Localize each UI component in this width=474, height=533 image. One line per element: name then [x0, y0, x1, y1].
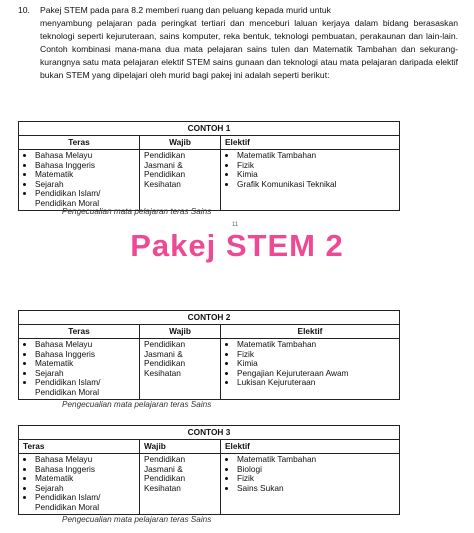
list-item: • Kimia: [237, 359, 395, 369]
list-item: • Matematik: [35, 359, 135, 369]
wajib-cell: Pendidikan Jasmani & Pendidikan Kesihatan: [140, 150, 221, 211]
table-title: CONTOH 3: [19, 426, 400, 440]
list-item: • Fizik: [237, 350, 395, 360]
list-item: • Matematik Tambahan: [237, 151, 395, 161]
header-teras: Teras: [19, 325, 140, 339]
table-title: CONTOH 1: [19, 122, 400, 136]
elektif-cell: [221, 150, 400, 211]
list-item: • Sains Sukan: [237, 484, 395, 494]
list-item: • Biologi: [237, 465, 395, 475]
list-item: • Grafik Komunikasi Teknikal: [237, 180, 395, 190]
header-wajib: Wajib: [140, 136, 221, 150]
list-item: • Kimia: [237, 170, 395, 180]
paragraph-body: menyambung pelajaran pada peringkat tertiari dan menceburi laluan kerjaya dalam bidang berasaskan teknologi seperti kejuruteraan, sains komputer, reka bentuk, teknologi pembuatan, perakaunan dan lain-lain. Contoh kombinasi mana-mana dua mata pelajaran sains tulen dan Matematik Tambahan dan sekurang-kurangnya satu mata pelajaran elektif STEM sains gunaan dan teknologi atau mata pelajaran daripada elektif bukan STEM yang dipelajari oleh murid bagi pakej ini adalah seperti berikut:: [40, 18, 458, 80]
elektif-cell: [221, 339, 400, 400]
list-item: • Pendidikan Islam/ Pendidikan Moral: [35, 493, 135, 512]
list-item: • Bahasa Melayu: [35, 340, 135, 350]
wajib-cell: Pendidikan Jasmani & Pendidikan Kesihatan: [140, 339, 221, 400]
list-item: • Matematik: [35, 474, 135, 484]
table-row: [19, 150, 400, 211]
intro-paragraph: [18, 4, 458, 82]
table-note: Pengecualian mata pelajaran teras Sains: [62, 400, 212, 409]
list-item: • Pengajian Kejuruteraan Awam: [237, 369, 395, 379]
list-item: • Matematik: [35, 170, 135, 180]
list-item: • Pendidikan Islam/ Pendidikan Moral: [35, 189, 135, 208]
contoh-1-table: [18, 121, 400, 211]
list-item: • Bahasa Melayu: [35, 151, 135, 161]
pakej-banner: Pakej STEM 2: [130, 228, 344, 263]
page-mark: 11: [232, 222, 239, 228]
header-elektif: Elektif: [221, 136, 400, 150]
list-item: • Bahasa Inggeris: [35, 161, 135, 171]
list-item: • Sejarah: [35, 180, 135, 190]
header-elektif: Elektif: [221, 325, 400, 339]
list-item: • Pendidikan Islam/ Pendidikan Moral: [35, 378, 135, 397]
table-row: [19, 454, 400, 515]
teras-cell: [19, 454, 140, 515]
paragraph-first-line: Pakej STEM pada para 8.2 memberi ruang dan peluang kepada murid untuk: [40, 5, 331, 15]
teras-cell: [19, 339, 140, 400]
table-note: Pengecualian mata pelajaran teras Sains: [62, 207, 212, 216]
wajib-cell: Pendidikan Jasmani & Pendidikan Kesihatan: [140, 454, 221, 515]
list-item: • Sejarah: [35, 369, 135, 379]
teras-cell: [19, 150, 140, 211]
table-note: Pengecualian mata pelajaran teras Sains: [62, 515, 212, 524]
header-teras: Teras: [19, 136, 140, 150]
list-item: • Bahasa Inggeris: [35, 350, 135, 360]
list-item: • Bahasa Melayu: [35, 455, 135, 465]
header-wajib: Wajib: [140, 440, 221, 454]
table-row: [19, 339, 400, 400]
header-wajib: Wajib: [140, 325, 221, 339]
header-teras: Teras: [19, 440, 140, 454]
list-item: • Fizik: [237, 161, 395, 171]
table-title: CONTOH 2: [19, 311, 400, 325]
contoh-3-table: [18, 425, 400, 515]
list-item: • Matematik Tambahan: [237, 340, 395, 350]
header-elektif: Elektif: [221, 440, 400, 454]
paragraph-number: 10.: [18, 5, 30, 15]
list-item: • Sejarah: [35, 484, 135, 494]
list-item: • Lukisan Kejuruteraan: [237, 378, 395, 388]
contoh-2-table: [18, 310, 400, 400]
list-item: • Bahasa Inggeris: [35, 465, 135, 475]
elektif-cell: [221, 454, 400, 515]
list-item: • Fizik: [237, 474, 395, 484]
list-item: • Matematik Tambahan: [237, 455, 395, 465]
